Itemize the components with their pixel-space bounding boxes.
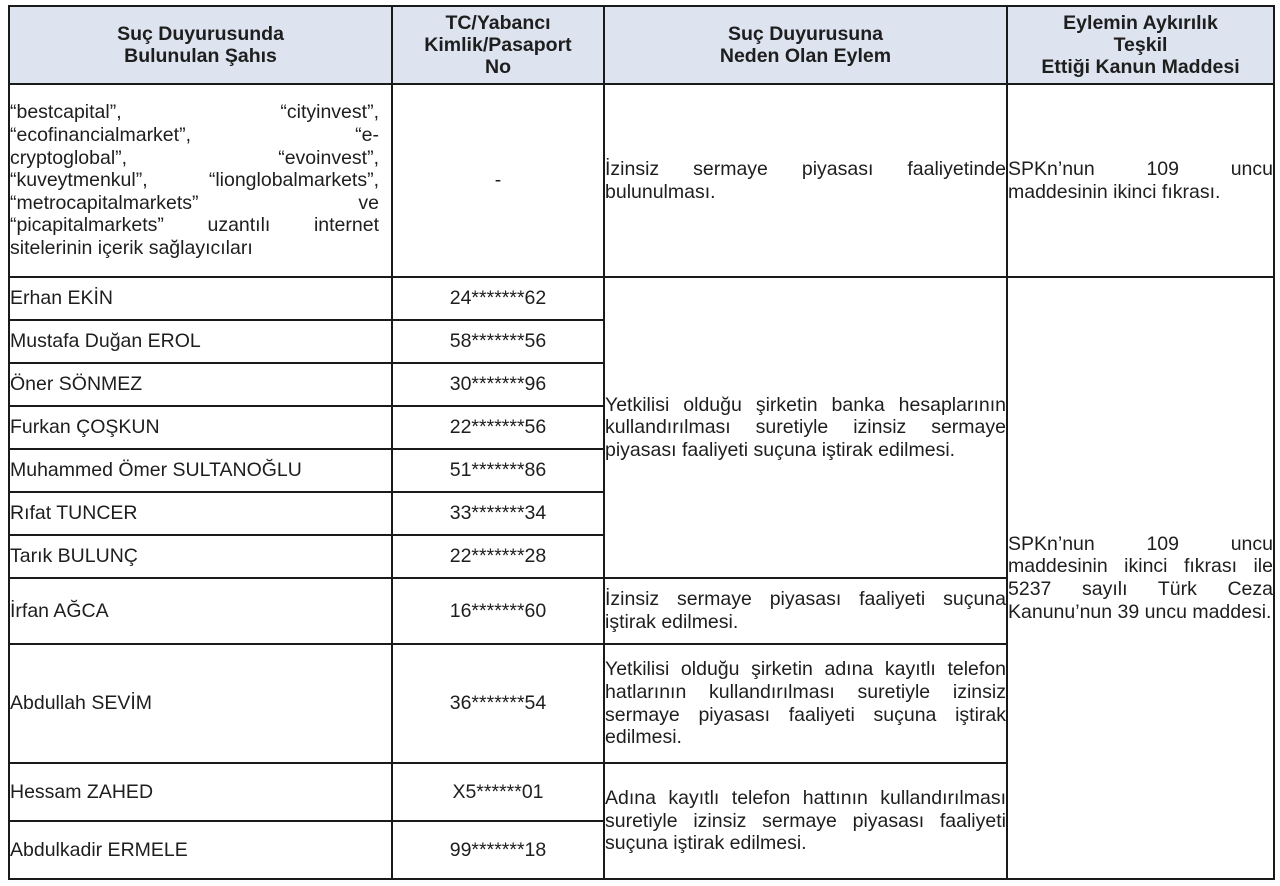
person-id: 30*******96 [392,363,604,406]
table-row [9,277,1274,320]
person-id: 33*******34 [392,492,604,535]
person-line: “bestcapital”, “cityinvest”, [10,101,379,124]
law-cell-combined: SPKn’nun 109 uncu maddesinin ikinci fıkrası ile 5237 sayılı Türk Ceza Kanunu’nun 39 uncu maddesi. [1007,277,1274,879]
header-law [1007,6,1274,84]
person-name: Hessam ZAHED [9,763,392,821]
action-cell: İzinsiz sermaye piyasası faaliyetinde bulunulması. [604,84,1007,277]
law-cell: SPKn’nun 109 uncu maddesinin ikinci fıkrası. [1007,84,1274,277]
person-id: 58*******56 [392,320,604,363]
action-cell-participation: İzinsiz sermaye piyasası faaliyeti suçuna iştirak edilmesi. [604,578,1007,644]
person-name: Muhammed Ömer SULTANOĞLU [9,449,392,492]
header-law-line: Eylemin Aykırılık [1063,12,1218,34]
person-line: sitelerinin içerik sağlayıcıları [10,236,253,259]
header-person [9,6,392,84]
person-cell-websites [9,84,392,277]
table-row [9,84,1274,277]
person-id: 22*******56 [392,406,604,449]
person-id: 51*******86 [392,449,604,492]
header-id-line: No [485,56,511,78]
header-person-line: Suç Duyurusunda [117,23,284,45]
header-row [9,6,1274,84]
action-cell-company-phone-lines: Yetkilisi olduğu şirketin adına kayıtlı telefon hatlarının kullandırılması suretiyle izinsiz sermaye piyasası faaliyeti suçuna iştirak edilmesi. [604,644,1007,763]
person-id: X5******01 [392,763,604,821]
header-law-line: Teşkil [1113,34,1168,56]
header-law-line: Ettiği Kanun Maddesi [1041,56,1240,78]
person-name: Mustafa Duğan EROL [9,320,392,363]
header-person-line: Bulunulan Şahıs [124,45,277,67]
person-name: Abdulkadir ERMELE [9,821,392,879]
id-cell: - [392,84,604,277]
person-id: 99*******18 [392,821,604,879]
criminal-complaint-table [8,5,1275,880]
header-id-no [392,6,604,84]
person-name: Rıfat TUNCER [9,492,392,535]
person-name: Tarık BULUNÇ [9,535,392,578]
person-id: 24*******62 [392,277,604,320]
header-action-line: Suç Duyurusuna [728,23,883,45]
action-cell-bank-accounts: Yetkilisi olduğu şirketin banka hesaplarının kullandırılması suretiyle izinsiz sermaye piyasası faaliyeti suçuna iştirak edilmesi. [604,277,1007,578]
person-name: Erhan EKİN [9,277,392,320]
person-line: “metrocapitalmarkets” ve [10,191,379,214]
header-action-line: Neden Olan Eylem [719,45,892,67]
person-id: 22*******28 [392,535,604,578]
header-id-line: Kimlik/Pasaport [424,34,572,56]
person-name: Furkan ÇOŞKUN [9,406,392,449]
person-name: Abdullah SEVİM [9,644,392,763]
person-line: cryptoglobal”, “evoinvest”, [10,146,379,169]
person-line: “ecofinancialmarket”, “e- [10,124,379,147]
header-action [604,6,1007,84]
person-id: 16*******60 [392,578,604,644]
person-line: “picapitalmarkets” uzantılı internet [10,214,379,237]
action-cell-own-phone-line: Adına kayıtlı telefon hattının kullandırılması suretiyle izinsiz sermaye piyasası faaliyeti suçuna iştirak edilmesi. [604,763,1007,879]
header-id-line: TC/Yabancı [445,12,551,34]
person-name: İrfan AĞCA [9,578,392,644]
person-line: “kuveytmenkul”, “lionglobalmarkets”, [10,169,379,192]
person-id: 36*******54 [392,644,604,763]
person-name: Öner SÖNMEZ [9,363,392,406]
